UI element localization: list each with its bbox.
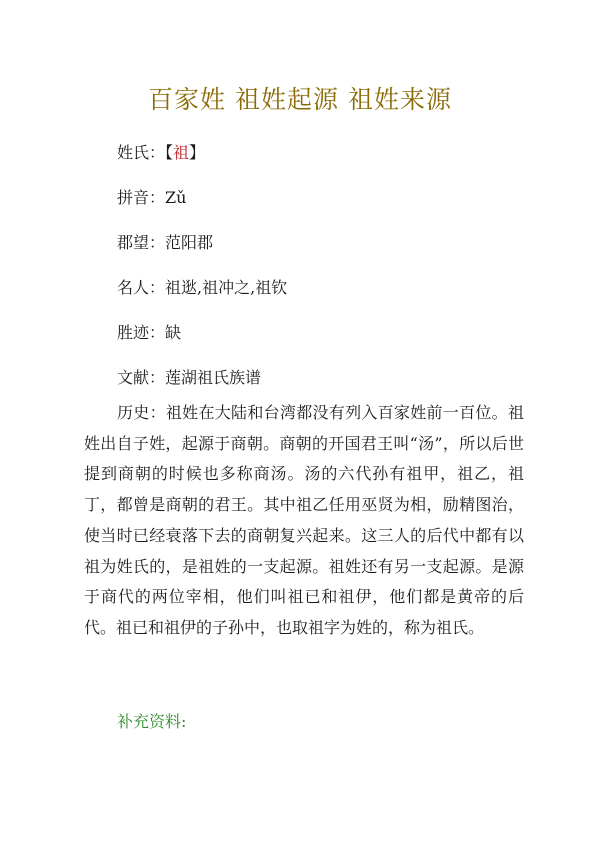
field-junwang-value: 范阳郡 <box>165 233 214 252</box>
field-surname-value: 祖 <box>173 143 190 162</box>
field-literature-label: 文献： <box>117 368 166 387</box>
supplement-heading: 补充资料: <box>117 712 187 731</box>
field-junwang-label: 郡望： <box>117 233 166 252</box>
field-junwang <box>117 233 213 253</box>
history-paragraph <box>84 398 524 644</box>
bracket-open: 【 <box>165 143 174 162</box>
field-sites <box>117 323 181 343</box>
field-surname-label: 姓氏： <box>117 143 166 162</box>
field-surname <box>117 143 205 163</box>
field-pinyin-value: Zǔ <box>165 188 187 207</box>
field-literature <box>117 368 261 388</box>
field-famous <box>117 278 287 298</box>
field-sites-label: 胜迹： <box>117 323 166 342</box>
page-title: 百家姓 祖姓起源 祖姓来源 <box>148 85 452 114</box>
history-text: 祖姓在大陆和台湾都没有列入百家姓前一百位。祖姓出自子姓，起源于商朝。商朝的开国君王叫“汤”，所以后世提到商朝的时候也多称商汤。汤的六代孙有祖甲，祖乙，祖丁，都曾是商朝的君王。其中祖乙任用巫贤为相，励精图治，使当时已经衰落下去的商朝复兴起来。这三人的后代中都有以祖为姓氏的，是祖姓的一支起源。祖姓还有另一支起源。是源于商代的两位宰相，他们叫祖已和祖伊，他们都是黄帝的后代。祖已和祖伊的子孙中，也取祖字为姓的，称为祖氏。 <box>84 403 524 637</box>
field-famous-value: 祖逖,祖冲之,祖钦 <box>165 278 288 297</box>
field-literature-value: 莲湖祖氏族谱 <box>165 368 262 387</box>
field-pinyin <box>117 188 186 208</box>
bracket-close: 】 <box>189 143 206 162</box>
field-pinyin-label: 拼音： <box>117 188 166 207</box>
field-sites-value: 缺 <box>165 323 182 342</box>
history-label: 历史： <box>117 403 166 422</box>
field-famous-label: 名人： <box>117 278 166 297</box>
